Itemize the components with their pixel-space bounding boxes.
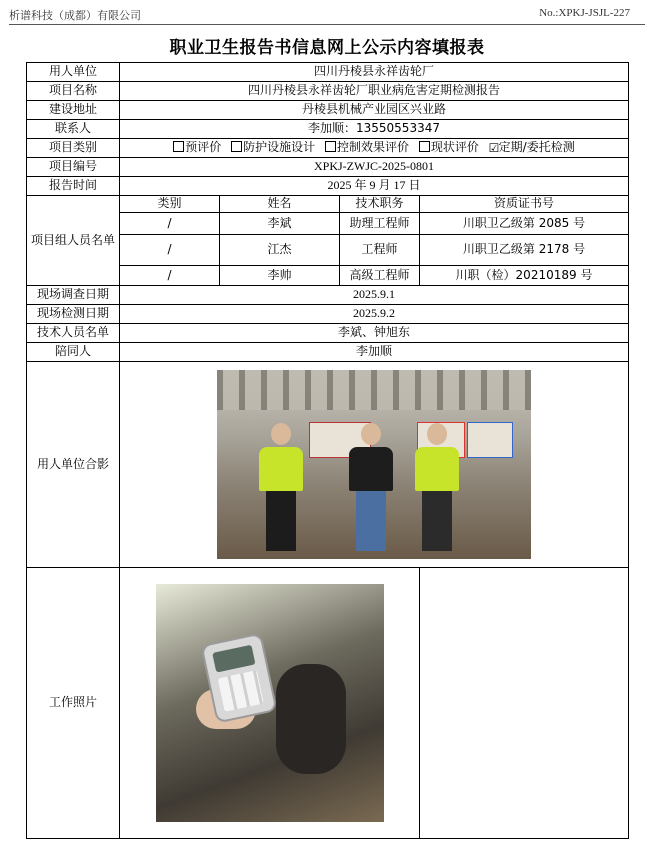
companion-label: 陪同人 <box>27 343 120 362</box>
option-label: 防护设施设计 <box>243 140 316 155</box>
member-name: 李帅 <box>220 266 340 286</box>
photo-vest <box>259 447 303 491</box>
project-no-label: 项目编号 <box>27 158 120 177</box>
category-options <box>120 139 629 158</box>
photo-legs <box>266 491 296 551</box>
team-header-type: 类别 <box>120 196 220 213</box>
checkbox-icon <box>173 141 184 152</box>
row-companion <box>27 343 629 362</box>
member-type: / <box>120 235 220 266</box>
team-header-title: 技术职务 <box>340 196 420 213</box>
report-time-value: 2025 年 9 月 17 日 <box>120 177 629 196</box>
option-pre-evaluation <box>173 140 221 154</box>
option-label: 定期/委托检测 <box>498 140 575 155</box>
option-control-effect <box>325 140 409 154</box>
info-table <box>26 62 629 839</box>
option-status-evaluation <box>419 140 479 154</box>
row-report-time <box>27 177 629 196</box>
checkbox-icon <box>419 141 430 152</box>
employer-value: 四川丹棱县永祥齿轮厂 <box>120 63 629 82</box>
member-title: 高级工程师 <box>340 266 420 286</box>
group-photo-label: 用人单位合影 <box>27 362 120 568</box>
work-photo-label: 工作照片 <box>27 568 120 839</box>
member-type: / <box>120 266 220 286</box>
photo-shirt <box>349 447 393 491</box>
address-value: 丹棱县机械产业园区兴业路 <box>120 101 629 120</box>
member-title: 助理工程师 <box>340 213 420 235</box>
work-photo <box>156 584 384 822</box>
option-label: 控制效果评价 <box>336 140 409 155</box>
category-label: 项目类别 <box>27 139 120 158</box>
project-name-label: 项目名称 <box>27 82 120 101</box>
row-project-no <box>27 158 629 177</box>
team-label: 项目组人员名单 <box>27 196 120 286</box>
project-no-value: XPKJ-ZWJC-2025-0801 <box>120 158 629 177</box>
row-category <box>27 139 629 158</box>
page-title: 职业卫生报告书信息网上公示内容填报表 <box>169 38 485 58</box>
option-periodic-testing <box>489 140 575 154</box>
photo-vest <box>415 447 459 491</box>
member-cert: 川职卫乙级第 2085 号 <box>420 213 629 235</box>
member-cert: 川职卫乙级第 2178 号 <box>420 235 629 266</box>
row-test-date <box>27 305 629 324</box>
photo-board <box>467 422 513 458</box>
checkbox-icon <box>325 141 336 152</box>
checked-checkbox-icon: ☑ <box>488 141 500 156</box>
photo-person <box>259 423 303 551</box>
address-label: 建设地址 <box>27 101 120 120</box>
work-photo-cell <box>120 568 420 839</box>
photo-person <box>415 423 459 551</box>
photo-head <box>427 423 447 445</box>
row-work-photo <box>27 568 629 839</box>
employer-label: 用人单位 <box>27 63 120 82</box>
contact-value: 李加顺：13550553347 <box>120 120 629 139</box>
team-header-row <box>27 196 629 213</box>
photo-legs <box>356 491 386 551</box>
project-name-value: 四川丹棱县永祥齿轮厂职业病危害定期检测报告 <box>120 82 629 101</box>
document-number: No.:XPKJ-JSJL-227 <box>539 7 630 19</box>
photo-head <box>271 423 291 445</box>
member-type: / <box>120 213 220 235</box>
group-photo-cell <box>120 362 629 568</box>
survey-date-value: 2025.9.1 <box>120 286 629 305</box>
photo-person <box>349 423 393 551</box>
option-protection-design <box>231 140 315 154</box>
contact-label: 联系人 <box>27 120 120 139</box>
row-group-photo <box>27 362 629 568</box>
row-project-name <box>27 82 629 101</box>
test-date-label: 现场检测日期 <box>27 305 120 324</box>
photo-worker <box>276 664 346 774</box>
row-survey-date <box>27 286 629 305</box>
tech-staff-label: 技术人员名单 <box>27 324 120 343</box>
header-divider <box>9 24 645 25</box>
companion-value: 李加顺 <box>120 343 629 362</box>
row-address <box>27 101 629 120</box>
member-title: 工程师 <box>340 235 420 266</box>
empty-cell <box>420 568 629 839</box>
checkbox-icon <box>231 141 242 152</box>
report-time-label: 报告时间 <box>27 177 120 196</box>
member-name: 李斌 <box>220 213 340 235</box>
member-cert: 川职（检）20210189 号 <box>420 266 629 286</box>
survey-date-label: 现场调查日期 <box>27 286 120 305</box>
test-date-value: 2025.9.2 <box>120 305 629 324</box>
row-tech-staff <box>27 324 629 343</box>
meter-screen <box>212 645 255 673</box>
photo-head <box>361 423 381 445</box>
meter-keys <box>217 670 263 712</box>
team-header-cert: 资质证书号 <box>420 196 629 213</box>
option-label: 现状评价 <box>430 140 479 155</box>
member-name: 江杰 <box>220 235 340 266</box>
group-photo <box>217 370 531 559</box>
row-employer <box>27 63 629 82</box>
photo-ceiling <box>217 370 531 410</box>
team-header-name: 姓名 <box>220 196 340 213</box>
photo-legs <box>422 491 452 551</box>
company-name: 析谱科技（成都）有限公司 <box>9 9 141 22</box>
row-contact <box>27 120 629 139</box>
option-label: 预评价 <box>185 140 222 155</box>
tech-staff-value: 李斌、钟旭东 <box>120 324 629 343</box>
